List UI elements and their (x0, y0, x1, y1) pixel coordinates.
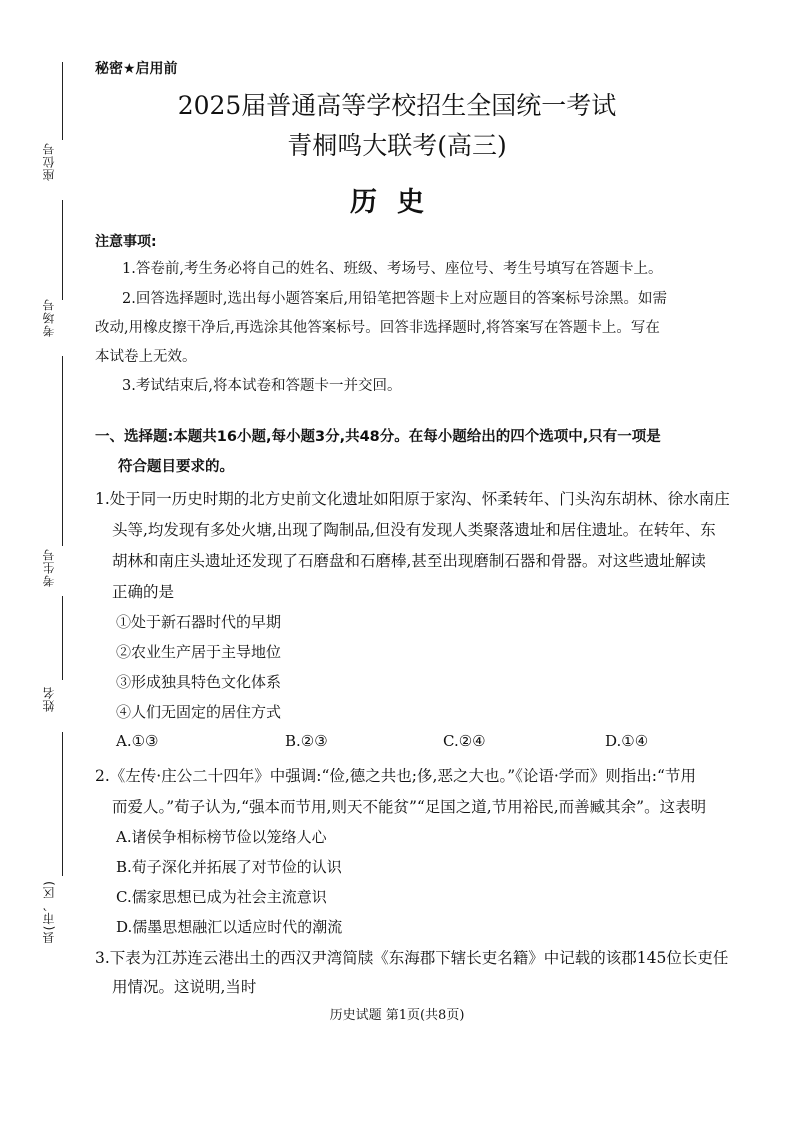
secret-label: 秘密★启用前 (95, 61, 178, 77)
notice-line: 本试卷上无效。 (95, 349, 197, 365)
section-heading-cont: 符合题目要求的。 (118, 459, 234, 475)
name-label: 姓名 (42, 686, 56, 712)
side-line (62, 356, 63, 546)
notice-line: 3.考试结束后,将本试卷和答题卡一并交回。 (122, 378, 402, 394)
q1-statement: ②农业生产居于主导地位 (116, 643, 282, 661)
q1-option-b: B.②③ (285, 732, 328, 750)
q1-option-d: D.①④ (605, 732, 649, 750)
candidate-number-label: 考生号 (42, 548, 56, 587)
notice-line: 1.答卷前,考生务必将自己的姓名、班级、考场号、座位号、考生号填写在答题卡上。 (122, 261, 663, 277)
q2-option-d: D.儒墨思想融汇以适应时代的潮流 (116, 918, 343, 936)
q1-statement: ③形成独具特色文化体系 (116, 673, 282, 691)
q1-option-a: A.①③ (116, 732, 159, 750)
q2-stem: 2.《左传·庄公二十四年》中强调:“俭,德之共也;侈,恶之大也。”《论语·学而》则指出:“节用 (95, 767, 696, 785)
side-line (62, 732, 63, 876)
q1-stem: 头等,均发现有多处火塘,出现了陶制品,但没有发现人类聚落遗址和居住遗址。在转年、东 (112, 521, 716, 539)
q2-option-b: B.荀子深化并拓展了对节俭的认识 (116, 858, 342, 876)
q3-stem: 用情况。这说明,当时 (112, 978, 257, 996)
q2-stem: 而爱人。”荀子认为,“强本而节用,则天不能贫”“足国之道,节用裕民,而善臧其余”。这表明 (112, 798, 707, 816)
q2-option-c: C.儒家思想已成为社会主流意识 (116, 888, 327, 906)
q1-statement: ①处于新石器时代的早期 (116, 613, 282, 631)
page-footer: 历史试题 第1页(共8页) (329, 1008, 465, 1023)
side-line (62, 596, 63, 680)
section-heading: 一、选择题:本题共16小题,每小题3分,共48分。在每小题给出的四个选项中,只有一项是 (95, 429, 661, 445)
notice-heading: 注意事项: (95, 234, 157, 250)
exam-subtitle: 青桐鸣大联考(高三) (287, 131, 507, 160)
q2-option-a: A.诸侯争相标榜节俭以笼络人心 (116, 828, 327, 846)
exam-title: 2025届普通高等学校招生全国统一考试 (177, 91, 617, 120)
q1-stem: 正确的是 (112, 583, 175, 601)
notice-line: 2.回答选择题时,选出每小题答案后,用铅笔把答题卡上对应题目的答案标号涂黑。如需 (122, 291, 668, 307)
q1-option-c: C.②④ (443, 732, 486, 750)
seat-number-label: 座位号 (42, 142, 56, 181)
q1-statement: ④人们无固定的居住方式 (116, 703, 282, 721)
q1-stem: 1.处于同一历史时期的北方史前文化遗址如阳原于家沟、怀柔转年、门头沟东胡林、徐水南庄 (95, 490, 730, 508)
subject-title: 历史 (350, 187, 444, 218)
q1-stem: 胡林和南庄头遗址还发现了石磨盘和石磨棒,甚至出现磨制石器和骨器。对这些遗址解读 (112, 552, 706, 570)
q3-stem: 3.下表为江苏连云港出土的西汉尹湾简牍《东海郡下辖长吏名籍》中记载的该郡145位长吏任 (95, 949, 729, 967)
county-label: 县(市、区) (42, 880, 56, 944)
exam-room-label: 考场号 (42, 298, 56, 337)
notice-line: 改动,用橡皮擦干净后,再选涂其他答案标号。回答非选择题时,将答案写在答题卡上。写在 (95, 320, 660, 336)
